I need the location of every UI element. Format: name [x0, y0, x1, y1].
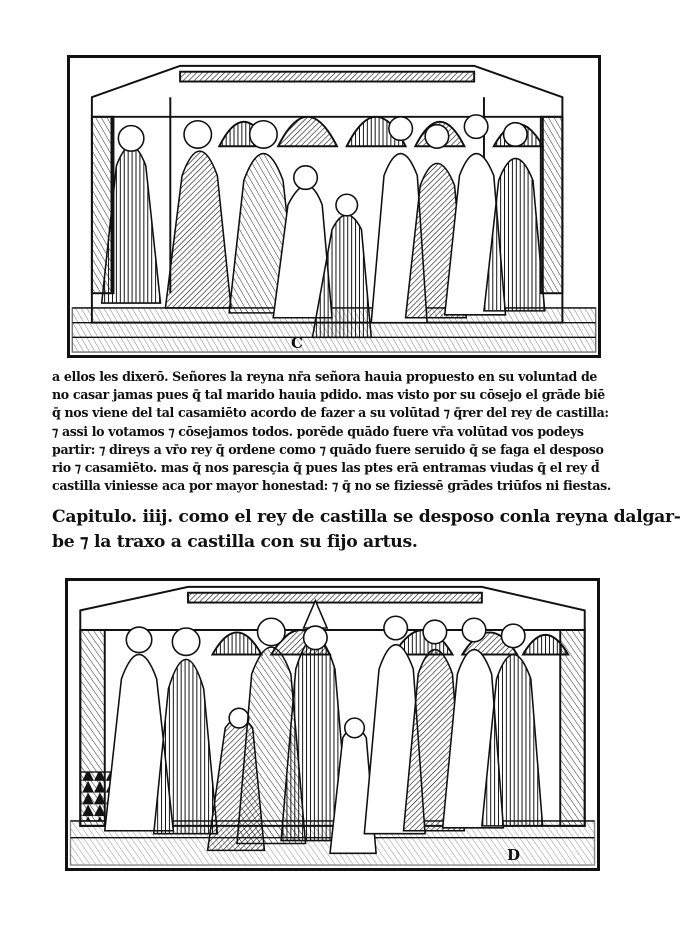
woodcut-illustration-top [67, 55, 601, 358]
woodcut-letter-d: D [507, 846, 521, 864]
body-text [52, 368, 616, 495]
text-line: no casar jamas pues q̄ tal marido hauia pdido. mas visto por su cōsejo el grāde biē [52, 387, 605, 403]
heading-line: Capitulo. iiij. como el rey de castilla se desposo conla reyna dalgar- [52, 507, 681, 527]
text-line: castilla viniesse aca por mayor honestad: ⁊ q̄ no se fiziessē grādes triūfos ni fiestas. [52, 478, 611, 494]
heading-line: be ⁊ la traxo a castilla con su fijo artus. [52, 531, 418, 552]
text-line: partir: ⁊ direys a vr̄o rey q̄ ordene como ⁊ quādo fuere seruido q̄ se faga el desposo [52, 441, 604, 457]
text-line: ⁊ assi lo votamos ⁊ cōsejamos todos. porēde quādo fuere vr̄a volūtad vos podeys [52, 423, 584, 439]
woodcut-illustration-bottom [65, 578, 600, 871]
woodcut-drawing-top [70, 58, 598, 355]
text-line: a ellos les dixerō. Señores la reyna nr̄a señora hauia propuesto en su voluntad de [52, 369, 598, 384]
bottom-figures-right [364, 616, 542, 833]
text-line: rio ⁊ casamiēto. mas q̄ nos paresçia q̄ pues las ptes erā entramas viudas q̄ el rey d̄ [52, 459, 600, 475]
bottom-figures-left [105, 618, 306, 850]
chapter-heading [52, 505, 681, 554]
woodcut-drawing-bottom [68, 581, 597, 868]
text-line: q̄ nos viene del tal casamiēto acordo de fazer a su volūtad ⁊ q̄rer del rey de castilla: [52, 405, 609, 421]
woodcut-letter-c: C [291, 334, 303, 352]
top-figures-left [102, 121, 372, 338]
